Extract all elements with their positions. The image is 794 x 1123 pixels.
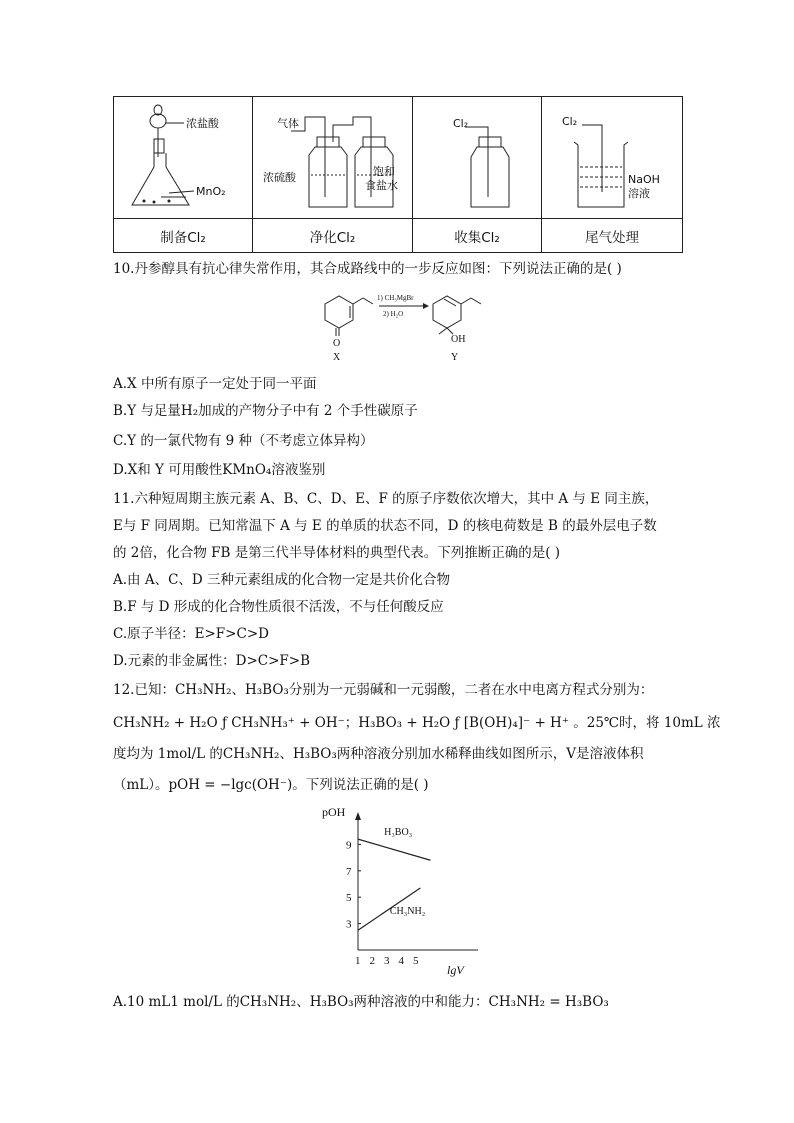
label-gas: 气体 [277, 117, 299, 130]
purify-bottles-drawing [253, 97, 413, 218]
x-tick-label: 2 [369, 955, 375, 967]
apparatus-cell-collect [413, 97, 542, 252]
q11-option-b: B.F 与 D 形成的化合物性质很不活泼，不与任何酸反应 [113, 599, 444, 615]
apparatus-cell-tail [542, 97, 682, 252]
caption-purify: 净化Cl₂ [253, 218, 412, 253]
label-naoh: NaOH [628, 173, 660, 186]
y-tick-label: 3 [346, 918, 352, 931]
x-label: X [333, 352, 341, 363]
caption-collect: 收集Cl₂ [413, 218, 541, 253]
y-tick-label: 5 [346, 892, 352, 905]
q11-stem-line2: E与 F 同周期。已知常温下 A 与 E 的单质的状态不同，D 的核电荷数是 B 的最外层电子数 [113, 518, 657, 534]
x-tick-label: 4 [398, 955, 404, 967]
series-label: H₃BO₃ [384, 827, 413, 839]
caption-tail: 尾气处理 [542, 218, 682, 253]
q12-stem-line1: 12.已知：CH₃NH₂、H₃BO₃分别为一元弱碱和一元弱酸，二者在水中电离方程式分别为： [113, 682, 654, 698]
label-saturated: 饱和 [373, 165, 395, 178]
q10-option-a: A.X 中所有原子一定处于同一平面 [113, 376, 317, 392]
y-tick-label: 9 [346, 839, 352, 852]
q11-stem-line1: 11.六种短周期主族元素 A、B、C、D、E、F 的原子序数依次增大，其中 A 与 E 同主族， [113, 491, 659, 507]
q10-stem: 10.丹参醇具有抗心律失常作用，其合成路线中的一步反应如图：下列说法正确的是( ) [113, 261, 622, 277]
label-cl2-collect: Cl₂ [453, 117, 469, 130]
label-conc-h2so4: 浓硫酸 [263, 171, 296, 184]
x-tick-label: 3 [384, 955, 390, 967]
reagent-step1: 1) CH₃MgBr [377, 294, 414, 302]
q10-option-d: D.X和 Y 可用酸性KMnO₄溶液鉴别 [113, 462, 326, 478]
label-conc-hcl: 浓盐酸 [186, 117, 219, 130]
y-label: Y [451, 352, 459, 363]
reagent-step2: 2) H₂O [383, 310, 404, 318]
q10-option-b: B.Y 与足量H₂加成的产物分子中有 2 个手性碳原子 [113, 403, 418, 419]
series-label: CH₃NH₂ [389, 905, 426, 917]
tail-beaker-drawing [542, 97, 682, 218]
q11-option-a: A.由 A、C、D 三种元素组成的化合物一定是共价化合物 [113, 572, 451, 588]
label-solution: 溶液 [628, 187, 650, 200]
label-mno2: MnO₂ [196, 185, 226, 198]
q10-reaction-scheme [315, 282, 495, 364]
label-brine: 食盐水 [365, 179, 398, 192]
series-line [358, 839, 431, 860]
apparatus-cell-purify [253, 97, 413, 252]
y-hydroxyl: OH [451, 334, 466, 345]
prepare-flask-drawing [114, 97, 253, 218]
q12-stem-line2: CH₃NH₂ + H₂O ƒ CH₃NH₃⁺ + OH⁻；H₃BO₃ + H₂O ƒ [B(OH)₄]⁻ + H⁺ 。25℃时，将 10mL 浓 [113, 715, 721, 731]
q11-option-c: C.原子半径：E>F>C>D [113, 626, 269, 642]
apparatus-figure [113, 96, 683, 253]
collect-bottle-drawing [413, 97, 542, 218]
q12-stem-line4: （mL）。pOH = −lgc(OH⁻)。下列说法正确的是( ) [113, 777, 429, 793]
poh-dilution-chart [310, 800, 480, 980]
q11-option-d: D.元素的非金属性：D>C>F>B [113, 653, 311, 669]
q12-option-a: A.10 mL1 mol/L 的CH₃NH₂、H₃BO₃两种溶液的中和能力：CH₃NH₂ = H₃BO₃ [113, 994, 609, 1010]
caption-prepare: 制备Cl₂ [114, 218, 252, 253]
x-oxygen: O [333, 338, 341, 349]
chart-xlabel: lgV [447, 963, 464, 977]
y-axis-arrow [355, 812, 361, 820]
apparatus-cell-prepare [114, 97, 253, 252]
x-tick-label: 1 [355, 955, 361, 967]
q12-stem-line3: 度均为 1mol/L 的CH₃NH₂、H₃BO₃两种溶液分别加水稀释曲线如图所示，V是溶液体积 [113, 746, 644, 762]
x-tick-label: 5 [413, 955, 419, 967]
chart-ylabel: pOH [322, 805, 346, 819]
label-cl2-tail: Cl₂ [562, 115, 578, 128]
q11-stem-line3: 的 2倍，化合物 FB 是第三代半导体材料的典型代表。下列推断正确的是( ) [113, 545, 561, 561]
q10-option-c: C.Y 的一氯代物有 9 种（不考虑立体异构） [113, 433, 374, 449]
y-tick-label: 7 [346, 865, 352, 878]
